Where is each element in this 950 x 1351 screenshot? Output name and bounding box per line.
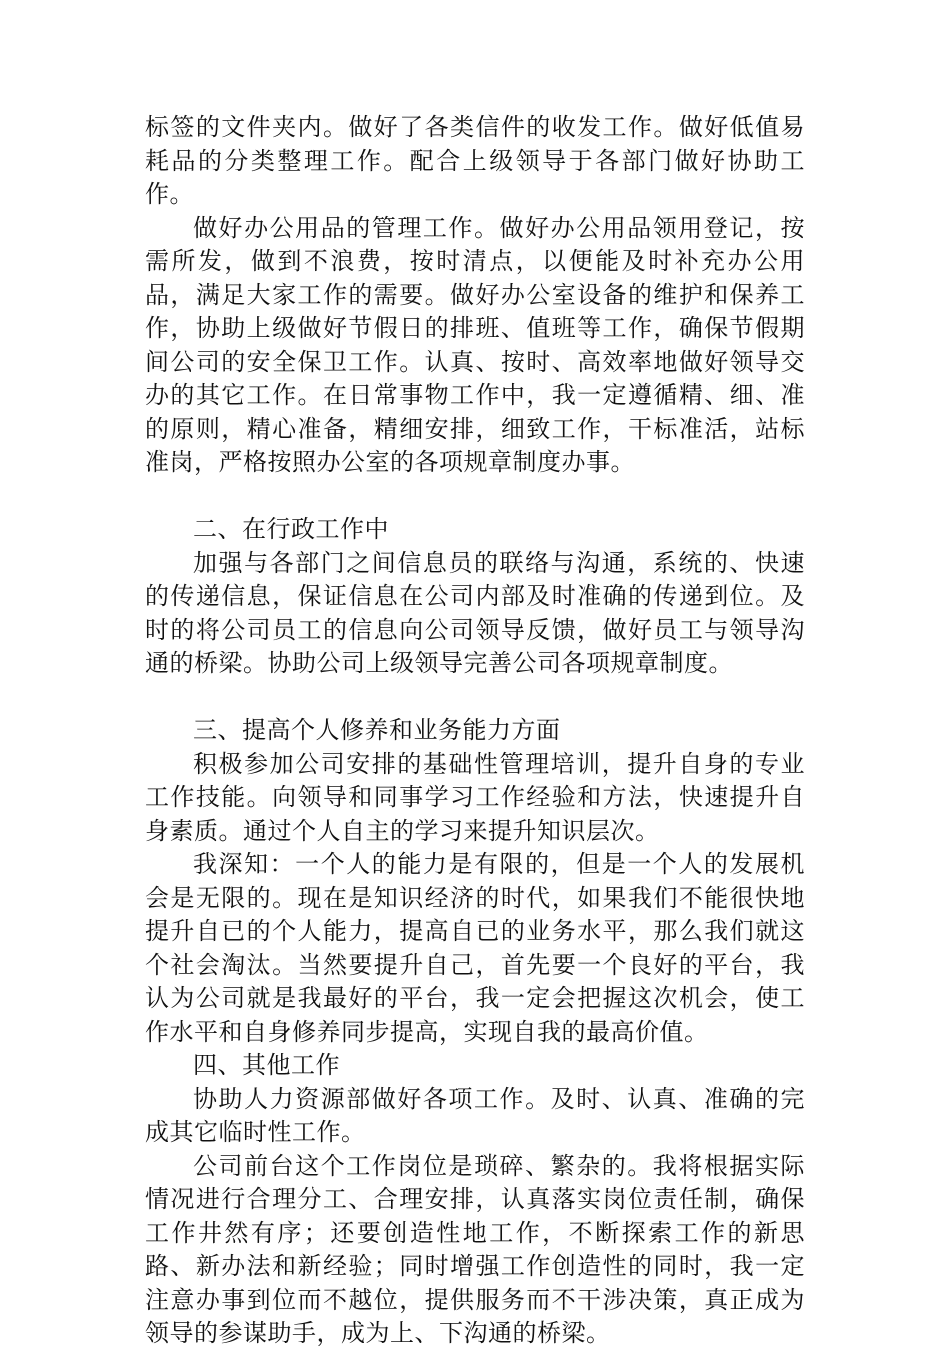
paragraph-hr-assist: 协助人力资源部做好各项工作。及时、认真、准确的完成其它临时性工作。 xyxy=(145,1084,805,1146)
paragraph-continuation: 标签的文件夹内。做好了各类信件的收发工作。做好低值易耗品的分类整理工作。配合上级领导于各部门做好协助工作。 xyxy=(145,113,805,208)
paragraph-front-desk: 公司前台这个工作岗位是琐碎、繁杂的。我将根据实际情况进行合理分工、合理安排，认真落实岗位责任制，确保工作井然有序；还要创造性地工作，不断探索工作的新思路、新办法和新经验；同时增强工作创造性的同时，我一定注意办事到位而不越位，提供服务而不干涉决策，真正成为领导的参谋助手，成为上、下沟通的桥梁。 xyxy=(145,1151,805,1347)
document-page xyxy=(145,111,805,1351)
paragraph-ability: 我深知：一个人的能力是有限的，但是一个人的发展机会是无限的。现在是知识经济的时代，如果我们不能很快地提升自已的个人能力，提高自已的业务水平，那么我们就这个社会淘汰。当然要提升自己，首先要一个良好的平台，我认为公司就是我最好的平台，我一定会把握这次机会，使工作水平和自身修养同步提高，实现自我的最高价值。 xyxy=(145,850,805,1046)
section-heading-admin: 二、在行政工作中 xyxy=(193,515,389,543)
paragraph-office-supplies: 做好办公用品的管理工作。做好办公用品领用登记，按需所发，做到不浪费，按时清点，以便能及时补充办公用品，满足大家工作的需要。做好办公室设备的维护和保养工作，协助上级做好节假日的排班、值班等工作，确保节假期间公司的安全保卫工作。认真、按时、高效率地做好领导交办的其它工作。在日常事物工作中，我一定遵循精、细、准的原则，精心准备，精细安排，细致工作，干标准活，站标准岗，严格按照办公室的各项规章制度办事。 xyxy=(145,213,805,476)
section-heading-other-work: 四、其他工作 xyxy=(193,1051,340,1079)
paragraph-training: 积极参加公司安排的基础性管理培训，提升自身的专业工作技能。向领导和同事学习工作经验和方法，快速提升自身素质。通过个人自主的学习来提升知识层次。 xyxy=(145,749,805,845)
section-heading-self-improvement: 三、提高个人修养和业务能力方面 xyxy=(193,716,561,744)
paragraph-admin-work: 加强与各部门之间信息员的联络与沟通，系统的、快速的传递信息，保证信息在公司内部及时准确的传递到位。及时的将公司员工的信息向公司领导反馈，做好员工与领导沟通的桥梁。协助公司上级领导完善公司各项规章制度。 xyxy=(145,548,805,677)
